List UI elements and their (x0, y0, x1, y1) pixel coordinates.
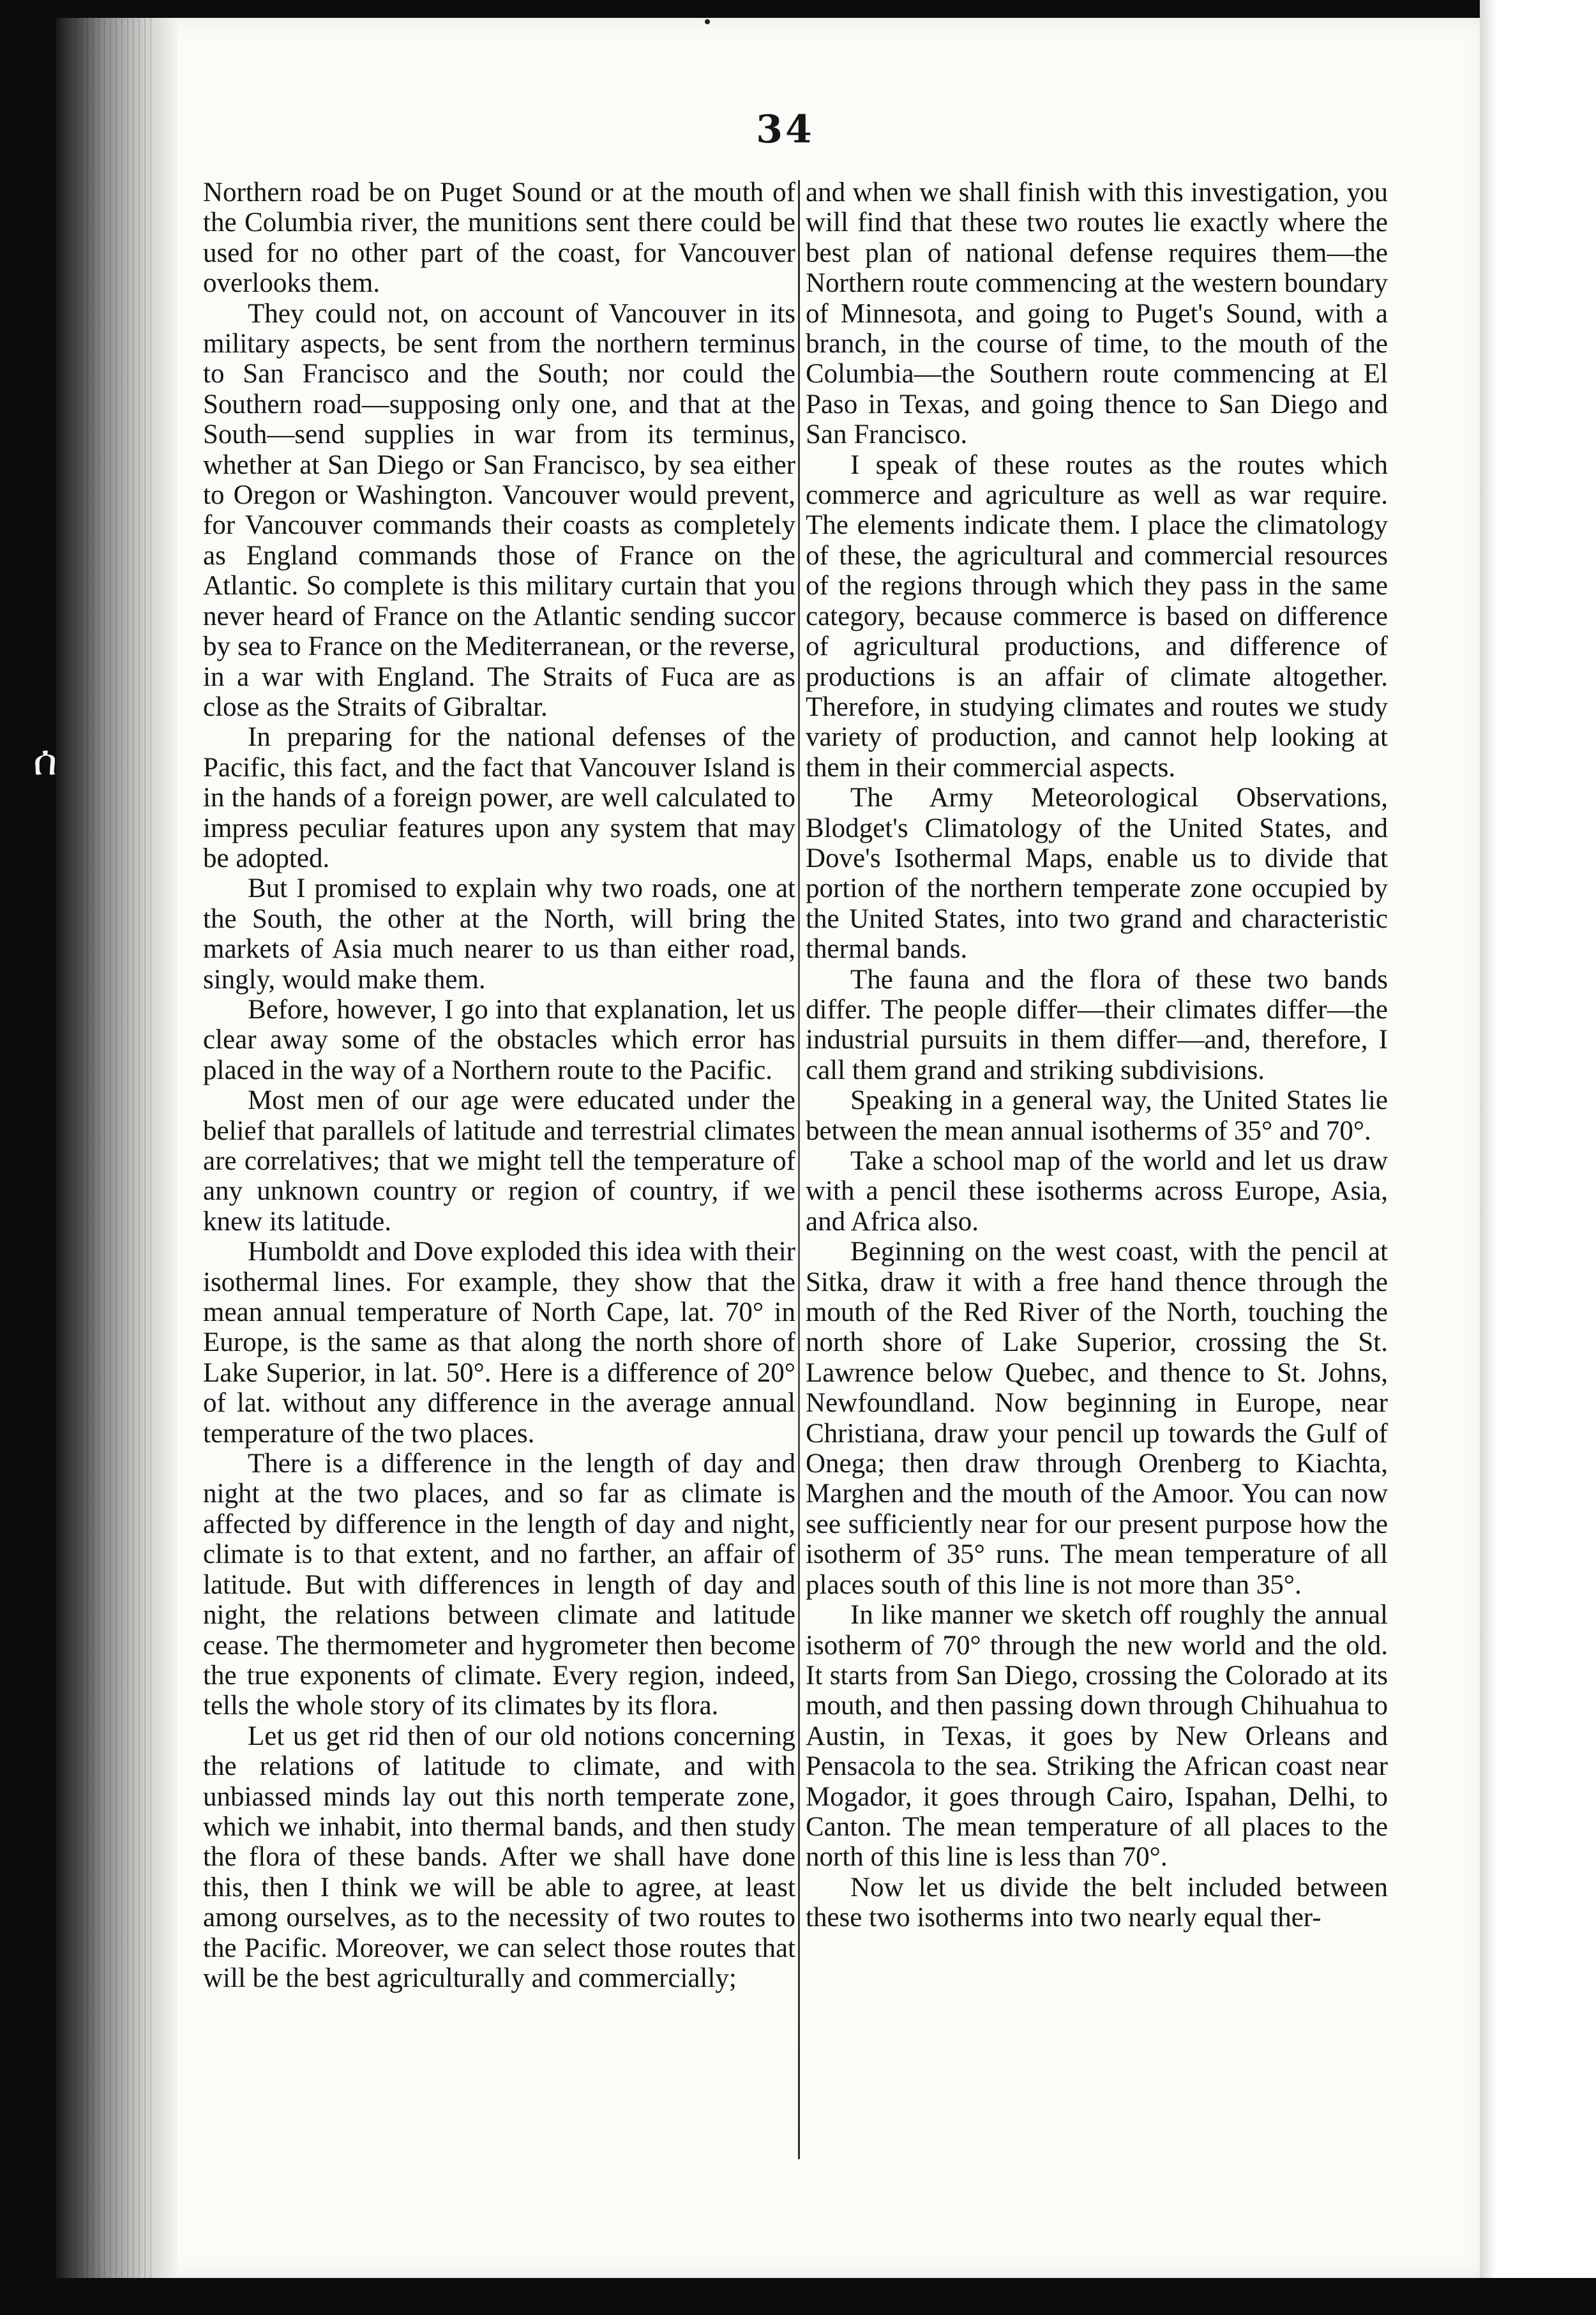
paragraph: The fauna and the flora of these two bands differ. The people differ—their climates differ—the industrial pursuits in them differ—and, therefore, I call them grand and striking subdivisions. (806, 964, 1388, 1085)
paragraph: In preparing for the national defenses of the Pacific, this fact, and the fact that Vancouver Island is in the hands of a foreign power, are well calculated to impress peculiar features upon any system that may be adopted. (203, 722, 795, 873)
paragraph: Northern road be on Puget Sound or at the mouth of the Columbia river, the munitions sent there could be used for no other part of the coast, for Vancouver overlooks them. (203, 177, 795, 299)
paragraph: Beginning on the west coast, with the pencil at Sitka, draw it with a free hand thence through the mouth of the Red River of the North, touching the north shore of Lake Superior, crossing the St. Lawrence below Quebec, and thence to St. Johns, Newfoundland. Now beginning in Europe, near Christiana, draw your pencil up towards the Gulf of Onega; then draw through Orenberg to Kiachta, Marghen and the mouth of the Amoor. You can now see sufficiently near for our present purpose how the isotherm of 35° runs. The mean temperature of all places south of this line is not more than 35°. (806, 1237, 1388, 1600)
right-column (806, 177, 1388, 1933)
paragraph: There is a difference in the length of day and night at the two places, and so far as climate is affected by difference in the length of day and night, climate is to that extent, and no farther, an affair of latitude. But with differences in length of day and night, the relations between climate and latitude cease. The thermometer and hygrometer then become the true exponents of climate. Every region, indeed, tells the whole story of its climates by its flora. (203, 1449, 795, 1721)
book-gutter (56, 18, 177, 2278)
paragraph: Speaking in a general way, the United States lie between the mean annual isotherms of 35° and 70°. (806, 1085, 1388, 1146)
paragraph: Before, however, I go into that explanation, let us clear away some of the obstacles which error has placed in the way of a Northern route to the Pacific. (203, 994, 795, 1085)
next-page-edge (1480, 0, 1596, 2315)
paragraph: Most men of our age were educated under the belief that parallels of latitude and terrestrial climates are correlatives; that we might tell the temperature of any unknown country or region of country, if we knew its latitude. (203, 1085, 795, 1237)
left-column (203, 177, 795, 1993)
paragraph: They could not, on account of Vancouver in its military aspects, be sent from the northern terminus to San Francisco and the South; nor could the Southern road—supposing only one, and that at the South—send supplies in war from its terminus, whether at San Diego or San Francisco, by sea either to Oregon or Washington. Vancouver would prevent, for Vancouver commands their coasts as completely as England commands those of France on the Atlantic. So complete is this military curtain that you never heard of France on the Atlantic sending succor by sea to France on the Mediterranean, or the reverse, in a war with England. The Straits of Fuca are as close as the Straits of Gibraltar. (203, 298, 795, 722)
column-divider (798, 180, 800, 2159)
page-number: 34 (756, 107, 815, 152)
paragraph: The Army Meteorological Observations, Blodget's Climatology of the United States, and Dove's Isothermal Maps, enable us to divide that portion of the northern temperate zone occupied by the United States, into two grand and characteristic thermal bands. (806, 783, 1388, 965)
paragraph: Let us get rid then of our old notions concerning the relations of latitude to climate, and with unbiassed minds lay out this north temperate zone, which we inhabit, into thermal bands, and then study the flora of these bands. After we shall have done this, then I think we will be able to agree, at least among ourselves, as to the necessity of two routes to the Pacific. Moreover, we can select those routes that will be the best agriculturally and commercially; (203, 1721, 795, 1993)
scan-speck (705, 19, 710, 24)
paragraph: But I promised to explain why two roads, one at the South, the other at the North, will bring the markets of Asia much nearer to us than either road, singly, would make them. (203, 873, 795, 995)
scan-border-bottom (0, 2278, 1596, 2315)
paragraph: Humboldt and Dove exploded this idea with their isothermal lines. For example, they show that the mean annual temperature of North Cape, lat. 70° in Europe, is the same as that along the north shore of Lake Superior, in lat. 50°. Here is a difference of 20° of lat. without any difference in the average annual temperature of the two places. (203, 1237, 795, 1449)
paragraph: Now let us divide the belt included between these two isotherms into two nearly equal ther- (806, 1872, 1388, 1933)
paragraph: and when we shall finish with this investigation, you will find that these two routes lie exactly where the best plan of national defense requires them—the Northern route commencing at the western boundary of Minnesota, and going to Puget's Sound, with a branch, in the course of time, to the mouth of the Columbia—the Southern route commencing at El Paso in Texas, and going thence to San Diego and San Francisco. (806, 177, 1388, 450)
paragraph: In like manner we sketch off roughly the annual isotherm of 70° through the new world and the old. It starts from San Diego, crossing the Colorado at its mouth, and then passing down through Chihuahua to Austin, in Texas, it goes by New Orleans and Pensacola to the sea. Striking the African coast near Mogador, it goes through Cairo, Ispahan, Delhi, to Canton. The mean temperature of all places to the north of this line is less than 70°. (806, 1600, 1388, 1873)
paragraph: I speak of these routes as the routes which commerce and agriculture as well as war require. The elements indicate them. I place the climatology of these, the agricultural and commercial resources of the regions through which they pass in the same category, because commerce is based on difference of agricultural productions, and difference of productions is an affair of climate altogether. Therefore, in studying climates and routes we study variety of production, and cannot help looking at them in their commercial aspects. (806, 449, 1388, 783)
paragraph: Take a school map of the world and let us draw with a pencil these isotherms across Europe, Asia, and Africa also. (806, 1146, 1388, 1237)
margin-mark: ሰ (33, 737, 57, 785)
